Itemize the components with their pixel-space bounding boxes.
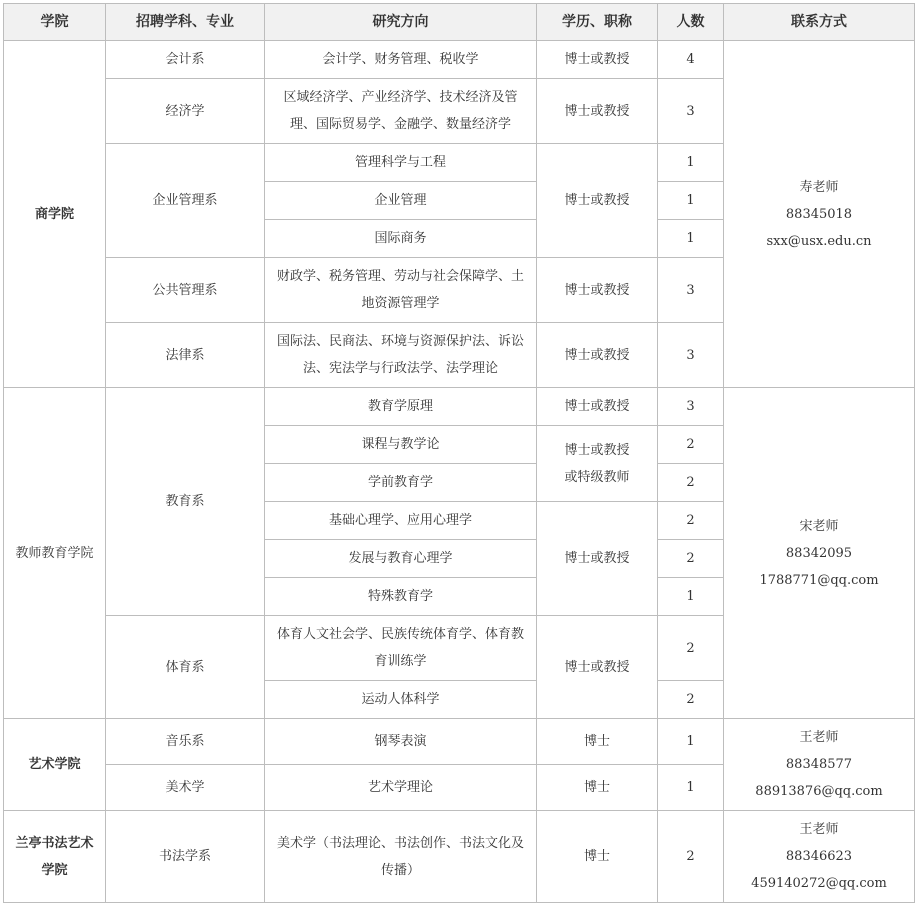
contact-cell: [724, 388, 915, 719]
dept-cell: 企业管理系: [106, 144, 265, 258]
count-cell: 3: [658, 79, 724, 144]
direction-cell: 企业管理: [265, 182, 537, 220]
direction-cell: 艺术学理论: [265, 765, 537, 811]
education-cell: 博士或教授: [537, 502, 658, 616]
count-cell: 2: [658, 681, 724, 719]
table-row: [4, 41, 915, 79]
direction-cell: 国际法、民商法、环境与资源保护法、诉讼法、宪法学与行政法学、法学理论: [265, 323, 537, 388]
direction-cell: 财政学、税务管理、劳动与社会保障学、土地资源管理学: [265, 258, 537, 323]
contact-cell: [724, 719, 915, 811]
count-cell: 1: [658, 182, 724, 220]
education-cell: 博士或教授: [537, 616, 658, 719]
direction-cell: 钢琴表演: [265, 719, 537, 765]
header-education: 学历、职称: [537, 4, 658, 41]
contact-email: 88913876@qq.com: [755, 784, 883, 799]
count-cell: 3: [658, 323, 724, 388]
dept-cell: 音乐系: [106, 719, 265, 765]
recruitment-table: [3, 3, 915, 903]
header-discipline: 招聘学科、专业: [106, 4, 265, 41]
college-cell: 商学院: [4, 41, 106, 388]
college-cell: 兰亭书法艺术学院: [4, 811, 106, 903]
dept-cell: 经济学: [106, 79, 265, 144]
count-cell: 2: [658, 464, 724, 502]
contact-phone: 88346623: [785, 849, 853, 864]
count-cell: 2: [658, 426, 724, 464]
direction-cell: 区域经济学、产业经济学、技术经济及管理、国际贸易学、金融学、数量经济学: [265, 79, 537, 144]
direction-cell: 会计学、财务管理、税收学: [265, 41, 537, 79]
count-cell: 2: [658, 811, 724, 903]
contact-phone: 88348577: [785, 757, 853, 772]
education-cell: 博士或教授: [537, 388, 658, 426]
contact-name: 王老师: [799, 730, 839, 745]
contact-name: 寿老师: [799, 179, 839, 195]
count-cell: 1: [658, 578, 724, 616]
count-cell: 1: [658, 719, 724, 765]
dept-cell: 会计系: [106, 41, 265, 79]
direction-cell: 美术学（书法理论、书法创作、书法文化及传播）: [265, 811, 537, 903]
direction-cell: 课程与教学论: [265, 426, 537, 464]
contact-phone: 88342095: [785, 545, 853, 561]
education-cell: 博士: [537, 811, 658, 903]
count-cell: 1: [658, 220, 724, 258]
dept-cell: 法律系: [106, 323, 265, 388]
table-row: [4, 719, 915, 765]
contact-name: 王老师: [799, 822, 839, 837]
direction-cell: 基础心理学、应用心理学: [265, 502, 537, 540]
college-cell: 教师教育学院: [4, 388, 106, 719]
direction-cell: 国际商务: [265, 220, 537, 258]
education-cell: 博士或教授: [537, 79, 658, 144]
contact-email: 1788771@qq.com: [759, 572, 879, 588]
college-cell: 艺术学院: [4, 719, 106, 811]
education-cell: 博士或教授: [537, 258, 658, 323]
table-row: [4, 388, 915, 426]
education-cell: 博士或教授: [537, 41, 658, 79]
dept-cell: 公共管理系: [106, 258, 265, 323]
header-college: 学院: [4, 4, 106, 41]
header-row: [4, 4, 915, 41]
count-cell: 2: [658, 502, 724, 540]
dept-cell: 教育系: [106, 388, 265, 616]
count-cell: 1: [658, 144, 724, 182]
header-direction: 研究方向: [265, 4, 537, 41]
education-cell: 博士或教授或特级教师: [537, 426, 658, 502]
dept-cell: 美术学: [106, 765, 265, 811]
education-cell: 博士或教授: [537, 144, 658, 258]
dept-cell: 书法学系: [106, 811, 265, 903]
contact-cell: [724, 811, 915, 903]
contact-email: 459140272@qq.com: [751, 876, 887, 891]
table-row: [4, 811, 915, 903]
count-cell: 2: [658, 540, 724, 578]
direction-cell: 体育人文社会学、民族传统体育学、体育教育训练学: [265, 616, 537, 681]
header-contact: 联系方式: [724, 4, 915, 41]
contact-name: 宋老师: [799, 518, 839, 534]
education-cell: 博士或教授: [537, 323, 658, 388]
header-count: 人数: [658, 4, 724, 41]
direction-cell: 教育学原理: [265, 388, 537, 426]
direction-cell: 管理科学与工程: [265, 144, 537, 182]
education-cell: 博士: [537, 719, 658, 765]
contact-phone: 88345018: [785, 206, 853, 222]
direction-cell: 运动人体科学: [265, 681, 537, 719]
contact-cell: [724, 41, 915, 388]
direction-cell: 特殊教育学: [265, 578, 537, 616]
count-cell: 3: [658, 388, 724, 426]
count-cell: 1: [658, 765, 724, 811]
direction-cell: 学前教育学: [265, 464, 537, 502]
count-cell: 4: [658, 41, 724, 79]
direction-cell: 发展与教育心理学: [265, 540, 537, 578]
count-cell: 2: [658, 616, 724, 681]
education-cell: 博士: [537, 765, 658, 811]
contact-email: sxx@usx.edu.cn: [766, 233, 872, 249]
dept-cell: 体育系: [106, 616, 265, 719]
count-cell: 3: [658, 258, 724, 323]
